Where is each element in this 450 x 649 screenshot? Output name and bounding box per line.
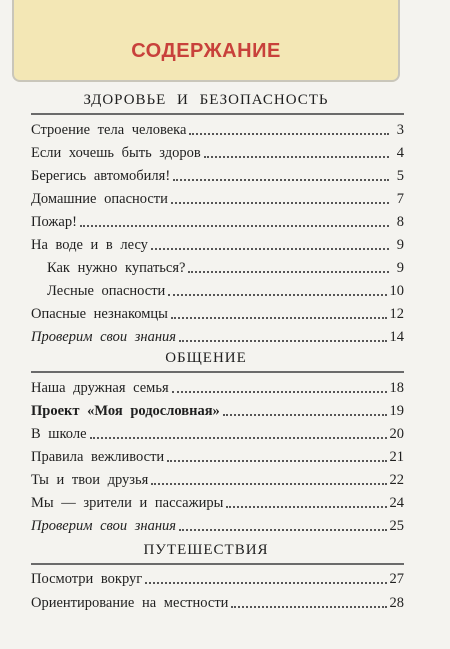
toc-entry-page: 27 <box>389 571 404 587</box>
toc-entry-title: Опасные незнакомцы <box>31 306 168 322</box>
dot-leader <box>151 483 386 485</box>
dot-leader <box>179 340 386 342</box>
toc-entry-title: Домашние опасности <box>31 191 168 207</box>
toc-entry-page: 7 <box>396 191 404 207</box>
toc-entry-title: Лесные опасности <box>47 283 166 299</box>
toc-entry-page: 18 <box>389 380 404 396</box>
toc-entry-page: 9 <box>396 260 404 276</box>
toc-entry[interactable] <box>31 568 404 588</box>
dot-leader <box>204 156 389 158</box>
toc-entry-title: Правила вежливости <box>31 449 165 465</box>
toc-entry[interactable] <box>31 377 404 397</box>
toc-entry[interactable] <box>31 119 404 139</box>
toc-entry-page: 24 <box>389 495 404 511</box>
page-title: СОДЕРЖАНИЕ <box>131 40 281 62</box>
toc-entry-title: Проверим свои знания <box>31 518 177 534</box>
toc-entry[interactable] <box>31 592 404 612</box>
toc-entry-title: Ты и твои друзья <box>31 472 149 488</box>
toc-entry[interactable] <box>31 492 404 512</box>
dot-leader <box>90 437 387 439</box>
dot-leader <box>171 202 389 204</box>
section-title-communication: ОБЩЕНИЕ <box>165 350 247 366</box>
header-banner <box>12 0 400 82</box>
dot-leader <box>80 225 389 227</box>
dot-leader <box>168 294 386 296</box>
toc-entry[interactable] <box>31 469 404 489</box>
toc-entry-page: 25 <box>389 518 404 534</box>
toc-entry-page: 21 <box>389 449 404 465</box>
toc-entry-title: Как нужно купаться? <box>47 260 186 276</box>
dot-leader <box>179 529 386 531</box>
toc-entry-title: Проверим свои знания <box>31 329 177 345</box>
toc-entry-title: В школе <box>31 426 87 442</box>
dot-leader <box>189 133 389 135</box>
dot-leader <box>231 606 386 608</box>
toc-entry-page: 20 <box>389 426 404 442</box>
dot-leader <box>172 391 387 393</box>
toc-entry-title: Пожар! <box>31 214 77 230</box>
toc-entry[interactable] <box>31 234 404 254</box>
toc-entry[interactable] <box>31 165 404 185</box>
section-divider <box>31 371 404 373</box>
toc-entry-title: Берегись автомобиля! <box>31 168 171 184</box>
toc-entry-page: 8 <box>396 214 404 230</box>
section-divider <box>31 563 404 565</box>
section-divider <box>31 113 404 115</box>
toc-entry[interactable] <box>31 423 404 443</box>
toc-entry-page: 3 <box>396 122 404 138</box>
toc-entry-review[interactable] <box>31 515 404 535</box>
toc-entry-title: Посмотри вокруг <box>31 571 143 587</box>
dot-leader <box>223 414 387 416</box>
dot-leader <box>226 506 386 508</box>
toc-entry-page: 10 <box>389 283 404 299</box>
toc-subentry[interactable] <box>47 257 404 277</box>
toc-entry[interactable] <box>31 142 404 162</box>
toc-entry-title: Если хочешь быть здоров <box>31 145 201 161</box>
dot-leader <box>151 248 389 250</box>
toc-entry-page: 28 <box>389 595 404 611</box>
toc-entry[interactable] <box>31 303 404 323</box>
toc-entry-page: 22 <box>389 472 404 488</box>
toc-entry[interactable] <box>31 188 404 208</box>
toc-entry-title: Наша дружная семья <box>31 380 169 396</box>
toc-entry-page: 14 <box>389 329 404 345</box>
toc-entry-page: 4 <box>396 145 404 161</box>
toc-entry-title: Мы — зрители и пассажиры <box>31 495 224 511</box>
toc-entry-page: 5 <box>396 168 404 184</box>
section-title-travel: ПУТЕШЕСТВИЯ <box>143 542 269 558</box>
toc-entry[interactable] <box>31 446 404 466</box>
toc-entry-review[interactable] <box>31 326 404 346</box>
toc-entry-title: Ориентирование на местности <box>31 595 229 611</box>
dot-leader <box>145 582 386 584</box>
toc-entry-title: Строение тела человека <box>31 122 187 138</box>
toc-entry[interactable] <box>31 211 404 231</box>
dot-leader <box>171 317 387 319</box>
toc-entry-page: 12 <box>389 306 404 322</box>
dot-leader <box>173 179 389 181</box>
toc-entry-project[interactable] <box>31 400 404 420</box>
dot-leader <box>167 460 386 462</box>
toc-entry-page: 19 <box>389 403 404 419</box>
toc-entry-title: На воде и в лесу <box>31 237 148 253</box>
dot-leader <box>188 271 389 273</box>
toc-subentry[interactable] <box>47 280 404 300</box>
toc-entry-title: Проект «Моя родословная» <box>31 403 220 419</box>
section-title-health: ЗДОРОВЬЕ И БЕЗОПАСНОСТЬ <box>83 92 329 108</box>
toc-entry-page: 9 <box>396 237 404 253</box>
